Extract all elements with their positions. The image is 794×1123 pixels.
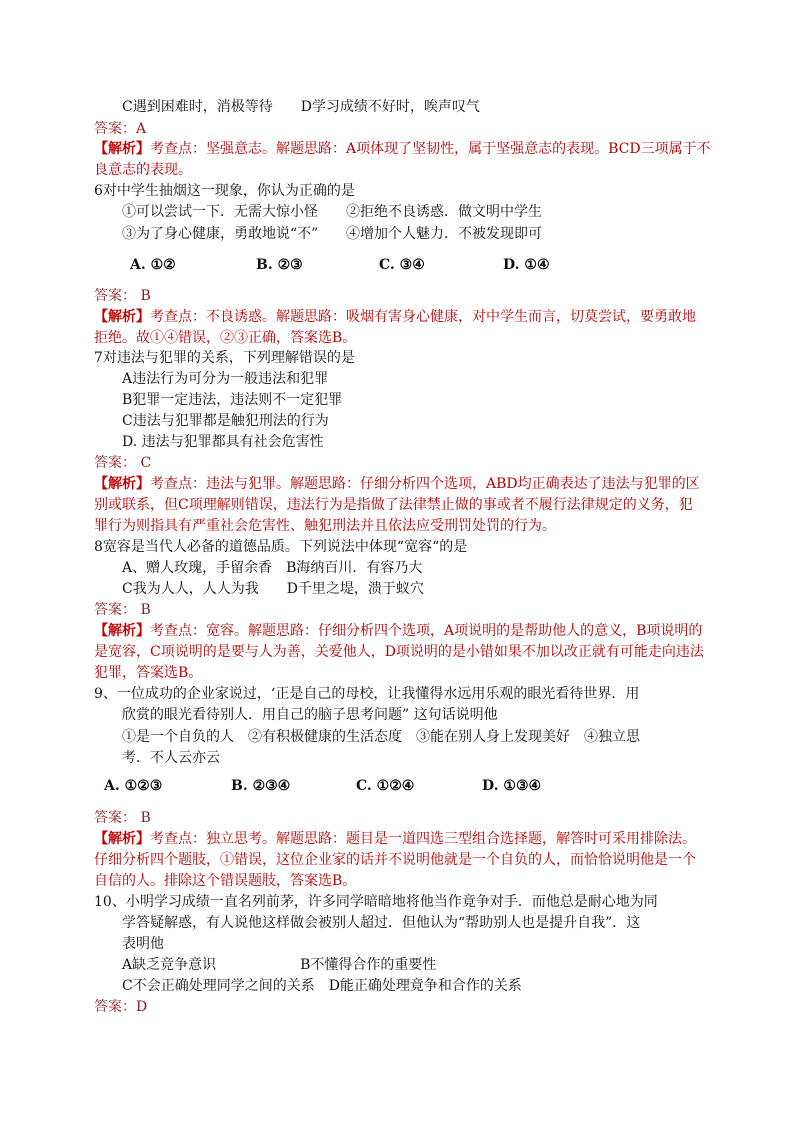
q6-statement-2: ②拒绝不良诱惑．做文明中学生 (346, 204, 542, 220)
q10-stem-line-1: 10、小明学习成绩一直名列前茅，许多同学暗暗地将他当作竟争对手．而他总是耐心地为同 (94, 894, 658, 910)
q9-analysis-line-1 (94, 829, 696, 849)
q6-option-c: C. ③④ (379, 257, 425, 273)
q9-statements-line-2: 考．不人云亦云 (122, 750, 220, 766)
q6-statement-1: ①可以尝试一下．无需大惊小怪 (122, 204, 318, 220)
q9-stem-line-1: 9、一位成功的企业家说过，‘正是自己的母校，让我懂得水远用乐观的眼光看待世界．用 (94, 686, 640, 702)
analysis-tag: 【解析】 (94, 476, 150, 492)
q8-analysis-line-3: 犯罪，答案选B。 (94, 665, 203, 681)
q8-options-ab: A、赠人玫瑰，手留余香 B海纳百川．有容乃大 (122, 560, 423, 576)
q5-analysis-line-1 (94, 139, 711, 159)
q8-stem: 8宽容是当代人必备的道德品质。下列说法中体现“宽容“的是 (94, 539, 468, 555)
q6-stem: 6对中学生抽烟这一现象，你认为正确的是 (94, 183, 355, 199)
q8-options-cd: C我为人人，人人为我 D千里之堤，溃于蚁穴 (122, 581, 424, 597)
q6-analysis-line-2: 拒绝。故①④错误，②③正确，答案选B。 (94, 330, 357, 346)
q6-option-a: A. ①② (130, 257, 176, 273)
analysis-text: 考查点：不良诱惑。解题思路：吸烟有害身心健康，对中学生而言，切莫尝试，要勇敢地 (150, 309, 696, 325)
q7-analysis-line-3: 罪行为则指具有严重社会危害性、触犯刑法并且依法应受刑罚处罚的行为。 (94, 518, 556, 534)
q7-option-a: A违法行为可分为一般违法和犯罪 (122, 371, 329, 387)
q9-analysis-line-3: 自信的人。排除这个错误题肢，答案选B。 (94, 873, 357, 889)
q7-stem: 7对违法与犯罪的关系，下列理解错误的是 (94, 350, 355, 366)
analysis-text: 考查点：独立思考。解题思路：题目是一道四选三型组合选择题，解答时可采用排除法。 (150, 831, 696, 847)
q5-answer: 答案：A (94, 121, 147, 137)
q7-option-b: B犯罪一定违法，违法则不一定犯罪 (122, 392, 343, 408)
q9-option-c: C. ①②④ (356, 778, 415, 794)
q7-option-c: C违法与犯罪都是触犯刑法的行为 (122, 413, 329, 429)
analysis-text: 考查点：违法与犯罪。解题思路：仔细分析四个选项，ABD均正确表达了违法与犯罪的区 (150, 476, 700, 492)
q10-options-ab: A缺乏竞争意识 B不懂得合作的重要性 (122, 957, 437, 973)
analysis-text: 考查点：坚强意志。解题思路：A项体现了坚韧性，属于坚强意志的表现。BCD三项属于不 (150, 141, 711, 157)
q6-answer: 答案： B (94, 288, 151, 304)
q9-analysis-line-2: 仔细分析四个题肢，①错误，这位企业家的话并不说明他就是一个自负的人，而恰恰说明他是一个 (94, 852, 696, 868)
q10-options-cd: C不会正确处理同学之间的关系 D能正确处理竟争和合作的关系 (122, 978, 522, 994)
analysis-tag: 【解析】 (94, 623, 150, 639)
q8-analysis-line-2: 是宽容，C项说明的是要与人为善，关爱他人，D项说明的是小错如果不加以改正就有可能走向违法 (94, 644, 704, 660)
q8-answer: 答案： B (94, 602, 151, 618)
q5-options-cd: C遇到困难时，消极等待 D学习成绩不好时，唉声叹气 (122, 99, 480, 115)
q9-option-a: A. ①②③ (104, 778, 163, 794)
q6-statement-4: ④增加个人魅力．不被发现即可 (346, 226, 542, 242)
q10-answer: 答案：D (94, 999, 148, 1015)
q6-option-b: B. ②③ (256, 257, 303, 273)
q9-option-b: B. ②③④ (231, 778, 291, 794)
q7-analysis-line-2: 别或联系，但C项理解则错误，违法行为是指做了法律禁止做的事或者不履行法律规定的义务，犯 (94, 497, 693, 513)
q10-stem-line-3: 表明他 (122, 936, 164, 952)
q7-answer: 答案： C (94, 455, 152, 471)
q7-option-d: D. 违法与犯罪都具有社会危害性 (122, 434, 324, 450)
q6-analysis-line-1 (94, 307, 696, 327)
analysis-tag: 【解析】 (94, 309, 150, 325)
q5-analysis-line-2: 良意志的表现。 (94, 162, 192, 178)
q10-stem-line-2: 学答疑解惑，有人说他这样做会被别人超过．但他认为“帮助别人也是提升自我”．这 (122, 915, 641, 931)
q8-analysis-line-1 (94, 621, 702, 641)
q6-statement-3: ③为了身心健康，勇敢地说“不” (122, 226, 319, 242)
analysis-tag: 【解析】 (94, 141, 150, 157)
q9-statements-line-1: ①是一个自负的人 ②有积极健康的生活态度 ③能在别人身上发现美好 ④独立思 (122, 729, 640, 745)
analysis-text: 考查点：宽容。解题思路：仔细分析四个选项，A项说明的是帮助他人的意义，B项说明的 (150, 623, 703, 639)
q9-option-d: D. ①③④ (482, 778, 542, 794)
analysis-tag: 【解析】 (94, 831, 150, 847)
q6-option-d: D. ①④ (503, 257, 550, 273)
q7-analysis-line-1 (94, 474, 700, 494)
q9-stem-line-2: 欣赏的眼光看待别人．用自己的脑子思考问题” 这句话说明他 (122, 707, 498, 723)
q9-answer: 答案： B (94, 810, 151, 826)
